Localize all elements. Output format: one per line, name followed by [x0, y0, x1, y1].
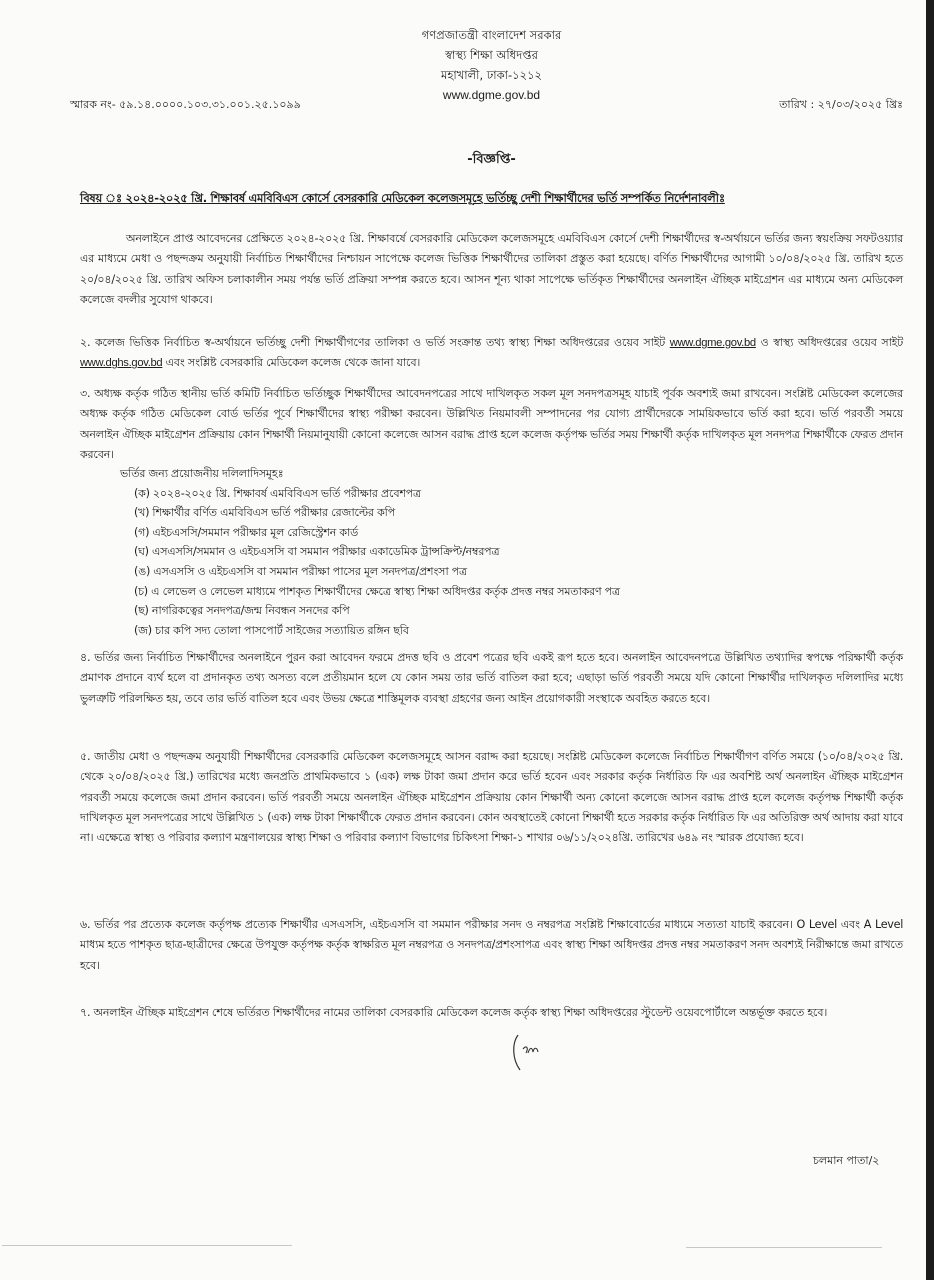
paragraph-5: [80, 747, 903, 848]
memo-reference: স্মারক নং- ৫৯.১৪.০০০০.১০৩.৩১.০০১.২৫.১০৯৯: [70, 98, 301, 111]
paragraph-2-text-c: এবং সংশ্লিষ্ট বেসরকারি মেডিকেল কলেজ থেকে জানা যাবে।: [165, 356, 421, 370]
paragraph-2-text-b: ও স্বাস্থ্য অধিদপ্তরের ওয়েব সাইট: [760, 336, 903, 349]
subject-line: বিষয় ঃ ২০২৪-২০২৫ খ্রি. শিক্ষাবর্ষ এমবিবিএস কোর্সে বেসরকারি মেডিকেল কলেজসমূহে ভর্তিচ্ছু দেশী শিক্ষার্থীদের ভর্তি সম্পর্কিত নির্দেশনাবলীঃ: [80, 191, 725, 205]
document-item: (খ) শিক্ষার্থীর বর্ণিত এমবিবিএস ভর্তি পরীক্ষার রেজাল্টের কপি: [134, 506, 396, 520]
continued-page-note: চলমান পাতা/২: [813, 1154, 880, 1167]
notice-title: -বিজ্ঞপ্তি-: [467, 152, 516, 167]
paragraph-2-text-a: ২. কলেজ ভিত্তিক নির্বাচিত স্ব-অর্থায়নে ভর্তিচ্ছু দেশী শিক্ষার্থীগণের তালিকা ও ভর্তি সংক্রান্ত তথ্য স্বাস্থ্য শিক্ষা অধিদপ্তরের ওয়েব সাইট: [80, 336, 666, 349]
paragraph-7: [80, 1003, 903, 1023]
required-documents: [120, 464, 900, 640]
paragraph-7-text: ৭. অনলাইন ঐচ্ছিক মাইগ্রেশন শেষে ভর্তিরত শিক্ষার্থীদের নামের তালিকা বেসরকারি মেডিকেল কলেজ কর্তৃক স্বাস্থ্য শিক্ষা অধিদপ্তরের স্টুডেন্ট ওয়েবপোর্টালে অন্তর্ভূক্ত করতে হবে।: [80, 1006, 828, 1019]
dghs-link[interactable]: www.dghs.gov.bd: [80, 357, 163, 370]
paragraph-5-text: ৫. জাতীয় মেধা ও পছন্দক্রম অনুযায়ী শিক্ষার্থীদের বেসরকারি মেডিকেল কলেজসমূহে আসন বরাদ্দ করা হয়েছে। সংশ্লিষ্ট মেডিকেল কলেজে নির্বাচিত শিক্ষার্থীগণ বর্ণিত সময়ে (১০/০৪/২০২৫ খ্রি. থেকে ২০/০৪/২০২৫ খ্রি.) তারিখের মধ্যে জনপ্রতি প্রাথমিকভাবে ১ (এক) লক্ষ টাকা জমা প্রদান করে ভর্তি হবেন এবং সরকার কর্তৃক নির্ধারিত ফি এর অবশিষ্ট অর্থ অনলাইন ঐচ্ছিক মাইগ্রেশন পরবর্তী সময়ে কলেজে জমা প্রদান করবেন। ভর্তি পরবর্তী সময়ে অনলাইন ঐচ্ছিক মাইগ্রেশন প্রক্রিয়ায় কোন শিক্ষার্থী অন্য কোনো কলেজে আসন বরাদ্ধ প্রাপ্ত হলে কলেজ কর্তৃপক্ষ শিক্ষার্থী কর্তৃক দাখিলকৃত মূল সনদপত্রের সাথে উল্লিখিত ১ (এক) লক্ষ টাকা শিক্ষার্থীকে ফেরত প্রদান করবেন। কোন অবস্থাতেই কোনো শিক্ষার্থী হতে সরকার কর্তৃক নির্ধারিত ফি এর অতিরিক্ত অর্থ আদায় করা যাবে না। এক্ষেত্রে স্বাস্থ্য ও পরিবার কল্যাণ মন্ত্রণালয়ের স্বাস্থ্য শিক্ষা ও পরিবার কল্যাণ বিভাগের চিকিৎসা শিক্ষা-১ শাখার ০৬/১১/২০২৪খ্রি. তারিখের ৬৪৯ নং স্মারক প্রযোজ্য হবে।: [80, 750, 903, 845]
memo-date: তারিখ : ২৭/০৩/২০২৫ খ্রিঃ: [779, 98, 903, 111]
document-item: (জ) চার কপি সদ্য তোলা পাসপোর্ট সাইজের সত্যায়িত রঙ্গিন ছবি: [134, 623, 409, 637]
document-item: (ছ) নাগরিকত্বের সনদপত্র/জন্ম নিবন্ধন সনদের কপি: [134, 604, 350, 618]
paragraph-4: [80, 648, 903, 709]
letterhead-government: গণপ্রজাতন্ত্রী বাংলাদেশ সরকার: [421, 28, 562, 42]
document-item: (ক) ২০২৪-২০২৫ খ্রি. শিক্ষাবর্ষ এমবিবিএস ভর্তি পরীক্ষার প্রবেশপত্র: [134, 486, 421, 500]
paragraph-6: [80, 915, 903, 976]
paragraph-2: [80, 333, 903, 374]
document-item: (ঙ) এসএসসি ও এইচএসসি বা সমমান পরীক্ষা পাসের মূল সনদপত্র/প্রশংসা পত্র: [134, 564, 467, 578]
letterhead-address: মহাখালী, ঢাকা-১২১২: [440, 68, 543, 82]
dgme-link[interactable]: www.dgme.gov.bd: [669, 337, 756, 349]
document-item: (চ) এ লেভেল ও লেভেল মাধ্যমে পাশকৃত শিক্ষার্থীদের ক্ষেত্রে স্বাস্থ্য শিক্ষা অধিদপ্তর কর্তৃক প্রদত্ত নম্বর সমতাকরণ পত্র: [134, 584, 620, 598]
letterhead-department: স্বাস্থ্য শিক্ষা অধিদপ্তর: [445, 48, 538, 62]
letterhead: [80, 25, 903, 105]
scan-line-right: [686, 1247, 882, 1248]
paragraph-4-text: ৪. ভর্তির জন্য নির্বাচিত শিক্ষার্থীদের অনলাইনে পুরন করা আবেদন ফরমে প্রদত্ত ছবি ও প্রবেশ পত্রের ছবি একই রূপ হতে হবে। অনলাইন আবেদনপত্রে উল্লিখিত তথ্যাদির স্বপক্ষে পরিক্ষার্থী কর্তৃক প্রমাণক প্রদানে ব্যর্থ হলে বা প্রদানকৃত তথ্য অসত্য বলে প্রতীয়মান হলে যে কোন সময় তার ভর্তি বাতিল করা হবে; এছাড়া ভর্তি পরবর্তী সময়ে যদি কোনো শিক্ষার্থীর দাখিলকৃত দলিলাদির মধ্যে ভুলত্রুটি পরিলক্ষিত হয়, তবে তার ভর্তি বাতিল হবে এবং উভয় ক্ষেত্রে শাস্তিমূলক ব্যবস্থা গ্রহণের জন্য আইন প্রয়োগকারী সংস্থাকে অবহিত করতে হবে।: [80, 651, 903, 705]
letterhead-website: www.dgme.gov.bd: [442, 88, 541, 102]
document-item: (ঘ) এসএসসি/সমমান ও এইচএসসি বা সমমান পরীক্ষার একাডেমিক ট্রান্সক্রিপ্ট/নম্বরপত্র: [134, 545, 500, 559]
paragraph-3-text: ৩. অধ্যক্ষ কর্তৃক গঠিত স্থানীয় ভর্তি কমিটি নির্বাচিত ভর্তিচ্ছুক শিক্ষার্থীদের আবেদনপত্রের সাথে দাখিলকৃত সকল মূল সনদপত্রসমূহ যাচাই পূর্বক অবশ্যই জমা রাখবেন। সংশ্লিষ্ট মেডিকেল কলেজের অধ্যক্ষ কর্তৃক গঠিত মেডিকেল বোর্ড ভর্তির পূর্বে শিক্ষার্থীদের স্বাস্থ্য পরীক্ষা করবেন। উল্লিখিত নিয়মাবলী সম্পাদনের পর যোগ্য প্রার্থীদেরকে সাময়িকভাবে ভর্তি করা হবে। ভর্তি পরবর্তী সময়ে অনলাইন ঐচ্ছিক মাইগ্রেশন প্রক্রিয়ায় কোন শিক্ষার্থী নিয়মানুযায়ী কোনো কলেজে আসন বরাদ্ধ প্রাপ্ত হলে কলেজ কর্তৃপক্ষ ভর্তির সময় শিক্ষার্থী কর্তৃক দাখিলকৃত মূল সনদপত্র শিক্ষার্থীকে ফেরত প্রদান করবেন।: [80, 387, 903, 461]
paragraph-1-text: অনলাইনে প্রাপ্ত আবেদনের প্রেক্ষিতে ২০২৪-২০২৫ খ্রি. শিক্ষাবর্ষে বেসরকারি মেডিকেল কলেজসমূহে এমবিবিএস কোর্সে দেশী শিক্ষার্থীদের স্ব-অর্থায়নে ভর্তির জন্য স্বয়ংক্রিয় সফটওয়্যার এর মাধ্যমে মেধা ও পছন্দক্রম অনুযায়ী নির্বাচিত শিক্ষার্থীদের নিশ্চায়ন সাপেক্ষে কলেজ ভিত্তিক শিক্ষার্থীদের তালিকা প্রস্তুত করা হয়েছে। বর্ণিত শিক্ষার্থীদের আগামী ১০/০৪/২০২৫ খ্রি. তারিখ হতে ২০/০৪/২০২৫ খ্রি. তারিখ অফিস চলাকালীন সময় পর্যন্ত ভর্তি প্রক্রিয়া সম্পন্ন করতে হবে। আসন শূন্য থাকা সাপেক্ষে ভর্তিকৃত শিক্ষার্থীদের অনলাইন ঐচ্ছিক মাইগ্রেশন এর মাধ্যমে অন্য মেডিকেল কলেজে বদলীর সুযোগ থাকবে।: [80, 232, 903, 306]
paragraph-6-text: ৬. ভর্তির পর প্রত্যেক কলেজ কর্তৃপক্ষ প্রত্যেক শিক্ষার্থীর এসএসসি, এইচএসসি বা সমমান পরীক্ষার সনদ ও নম্বরপত্র সংশ্লিষ্ট শিক্ষাবোর্ডের মাধ্যমে সত্যতা যাচাই করবেন। O Level এবং A Level মাধ্যম হতে পাশকৃত ছাত্র-ছাত্রীদের ক্ষেত্রে উপযুক্ত কর্তৃপক্ষ কর্তৃক স্বাক্ষরিত মূল নম্বরপত্র ও সনদপত্র/প্রশংসাপত্র এবং স্বাস্থ্য শিক্ষা অধিদপ্তর প্রদত্ত নম্বর সমতাকরণ সনদ অবশ্যই নিরীক্ষান্তে জমা রাখতে হবে।: [80, 918, 903, 972]
documents-heading: ভর্তির জন্য প্রয়োজনীয় দলিলাদিসমূহঃ: [120, 467, 284, 480]
signature-mark: [510, 1033, 550, 1073]
document-item: (গ) এইচএসসি/সমমান পরীক্ষার মূল রেজিস্ট্রেশন কার্ড: [134, 525, 359, 539]
scan-line-left: [2, 1245, 292, 1246]
paragraph-3: [80, 384, 903, 465]
paragraph-1: [80, 229, 903, 310]
